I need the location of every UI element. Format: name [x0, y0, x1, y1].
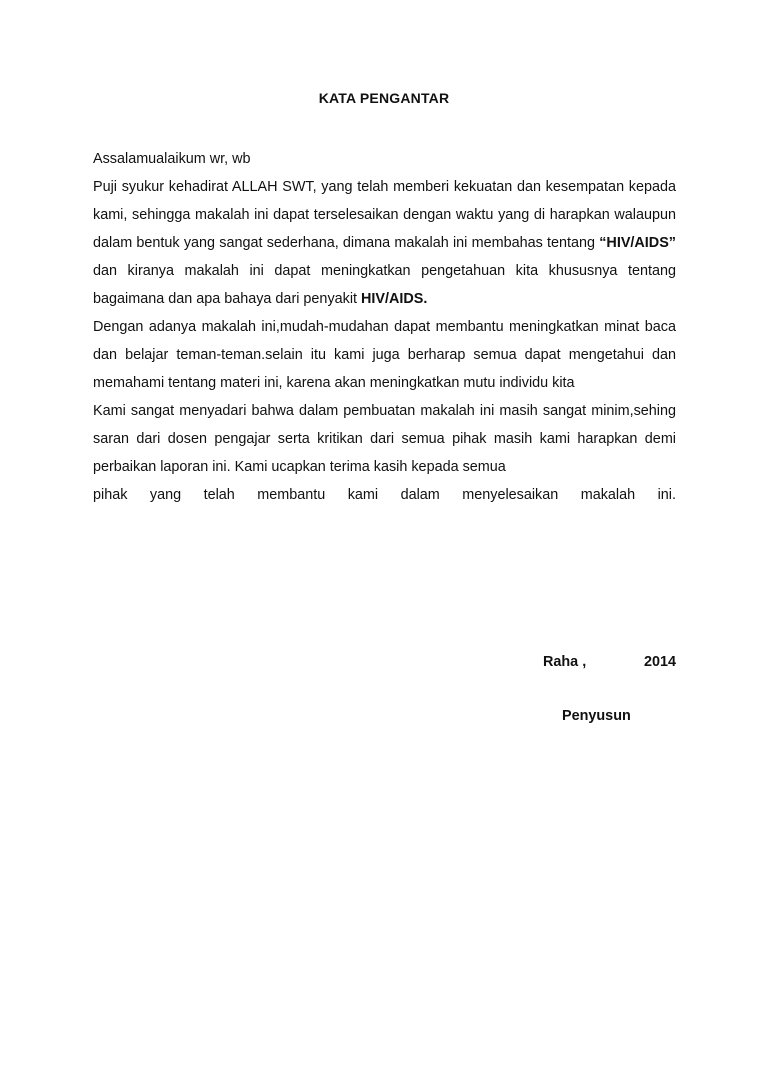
paragraph-3-last-line: pihak yang telah membantu kami dalam menyelesaikan makalah ini.	[93, 487, 676, 503]
paragraph-1	[93, 173, 676, 313]
page-title: KATA PENGANTAR	[318, 90, 450, 106]
document-body	[93, 145, 676, 509]
paragraph-1-bold-term: “HIV/AIDS”	[599, 235, 676, 251]
paragraph-1-bold-end: HIV/AIDS.	[361, 291, 428, 307]
paragraph-3: Kami sangat menyadari bahwa dalam pembuatan makalah ini masih sangat minim,sehing saran dari dosen pengajar serta kritikan dari semua pihak masih kami harapkan demi perbaikan laporan ini. Kami ucapkan terima kasih kepada semua	[93, 403, 676, 475]
paragraph-2: Dengan adanya makalah ini,mudah-mudahan dapat membantu meningkatkan minat baca dan belajar teman-teman.selain itu kami juga berharap semua dapat mengetahui dan memahami tentang materi ini, karena akan meningkatkan mutu individu kita	[93, 319, 676, 391]
signature-year: 2014	[643, 654, 676, 670]
signature-city: Raha ,	[543, 654, 587, 670]
paragraph-1-text-a: Puji syukur kehadirat ALLAH SWT, yang telah memberi kekuatan dan kesempatan kepada kami, sehingga makalah ini dapat terselesaikan dengan waktu yang di harapkan walaupun dalam bentuk yang sangat sederhana, dimana makalah ini membahas tentang	[93, 179, 676, 251]
paragraph-1-text-b: dan kiranya makalah ini dapat meningkatkan pengetahuan kita khususnya tentang bagaimana dan apa bahaya dari penyakit	[93, 263, 676, 307]
signature-signer: Penyusun	[562, 708, 631, 724]
greeting: Assalamualaikum wr, wb	[93, 151, 251, 167]
